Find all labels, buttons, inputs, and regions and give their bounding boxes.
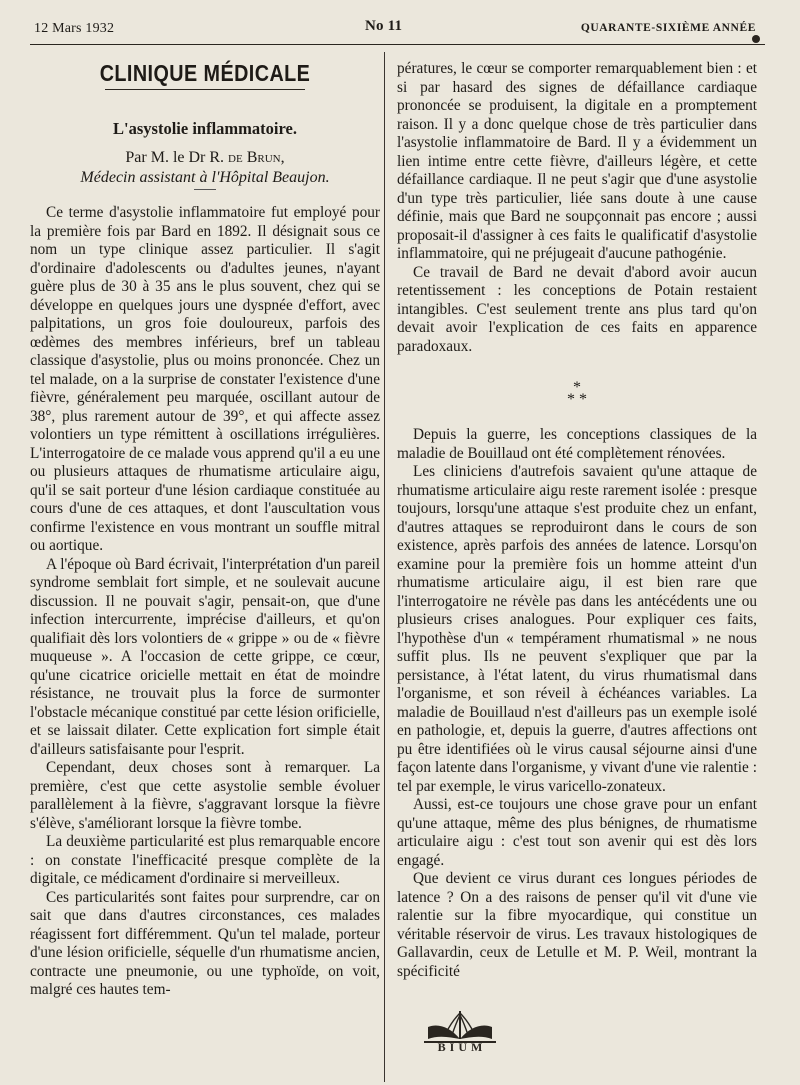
article-author [30,149,380,168]
asterism-bottom: * * [567,391,587,408]
issue-date: 12 Mars 1932 [34,21,115,36]
asterism-top: * [573,379,581,396]
paragraph: Cependant, deux choses sont à remarquer. La première, c'est que cette asystolie semble évoluer parallèlement à la fièvre, s'aggravant lorsque la fièvre s'élève, s'améliorant lorsque la fièvre tombe. [30,759,380,832]
asterism [397,379,757,408]
paragraph: Depuis la guerre, les conceptions classiques de la maladie de Bouillaud ont été complètement rénovées. [397,426,757,462]
author-affiliation: Médecin assistant à l'Hôpital Beaujon. [80,168,330,186]
left-column [30,56,380,1000]
paragraph: Que devient ce virus durant ces longues périodes de latence ? On a des raisons de penser qu'il vit d'une vie ralentie sur la fibre myocardique, qui constitue un véritable réservoir de virus. Les travaux histologiques de Gallavardin, ceux de Letulle et M. P. Weil, montrant la spécificité [397,870,757,980]
author-name: de Brun, [228,149,285,166]
header-rule [30,44,765,45]
paragraph: Ce travail de Bard ne devait d'abord avoir aucun retentissement : les conceptions de Potain restaient intangibles. C'est seulement trente ans plus tard qu'on devait avoir l'explication de ces faits en apparence paradoxaux. [397,263,757,355]
paragraph: Les cliniciens d'autrefois savaient qu'une attaque de rhumatisme articulaire aigu reste rarement isolée : presque toujours, lorsqu'une attaque s'est produite chez un enfant, d'autres attaques se reproduiront dans le cours de son existence, après parfois des années de latence. Lorsqu'on examine pour la première fois un homme atteint d'un rhumatisme articulaire aigu, il est bien rare que l'interrogatoire ne révèle pas dans les antécédents une ou plusieurs crises analogues. Pour expliquer ces faits, l'hypothèse d'un « tempérament rhumatismal » ne nous suffit plus. Ils ne peuvent s'expliquer que par la persistance, à l'état latent, du virus rhumatismal dans l'organisme, et son réveil à échéances variables. La maladie de Bouillaud n'est d'ailleurs pas un exemple isolé en pathologie, et, depuis la guerre, d'autres affections ont pu être identifiées où le virus causal séjourne ainsi d'une façon latente dans l'organisme, y vivant d'une vie ralentie : tel par exemple, le virus varicello-zonateux. [397,463,757,795]
paragraph: Ce terme d'asystolie inflammatoire fut employé pour la première fois par Bard en 1892. Il désignait sous ce nom un type clinique assez particulier. Il s'agit d'ordinaire d'adolescents ou d'adultes jeunes, n'ayant guère plus de 30 à 35 ans le plus souvent, chez qui se développe en quelques jours une dyspnée d'effort, avec palpitations, un gros foie douloureux, parfois des œdèmes des membres inférieurs, bref un tableau classique d'asystolie, plus ou moins prononcée. Chez un tel malade, on a la surprise de constater l'existence d'une fièvre, généralement peu marquée, oscillant autour de 38°, plus rarement autour de 39°, et qui affecte assez volontiers un type rémittent à oscillations irrégulières. L'interrogatoire de ce malade vous apprend qu'il a eu une ou plusieurs attaques de rhumatisme articulaire aigu, qu'il se sait porteur d'une lésion cardiaque constituée au cours d'une de ces attaques, et dont l'auscultation vous confirme l'existence en vous montrant un souffle mitral ou aortique. [30,204,380,554]
paragraph: La deuxième particularité est plus remarquable encore : on constate l'inefficacité presque complète de la digitale, ce médicament d'ordinaire si merveilleux. [30,833,380,887]
corner-dot [752,35,760,43]
section-title: CLINIQUE MÉDICALE [99,60,311,86]
volume-label: QUARANTE-SIXIÈME ANNÉE [580,22,756,34]
column-separator [384,52,385,1082]
article-title: L'asystolie inflammatoire. [113,118,297,138]
paragraph: pératures, le cœur se comporter remarquablement bien : et si par hasard des signes de défaillance cardiaque prononcée se produisent, la digitale en a promptement raison. Il y a donc quelque chose de très particulier dans l'asystolie inflammatoire de Bard. Il y a évidemment un lien intime entre cette fièvre, d'ailleurs légère, et cette défaillance cardiaque. Il ne peut s'agir que d'une asystolie d'un type très particulier, liée sans doute à une cause définie, mais que Bard ne soupçonnait pas encore ; aussi proposait-il d'assigner à ces faits le qualificatif d'asystolie inflammatoire, qui ne préjugeait d'aucune pathogénie. [397,60,757,262]
author-prefix: Par M. le Dr R. [125,149,229,166]
issue-number: No 11 [365,18,403,34]
byline-rule [194,189,216,190]
page-header [34,18,756,40]
right-column [397,60,757,981]
paragraph: A l'époque où Bard écrivait, l'interprétation d'un pareil syndrome semblait fort simple, et ne soulevait aucune discussion. Il ne pouvait s'agir, pensait-on, que d'une infection intercurrente, imprécise d'ailleurs, et qu'on qualifiait dès lors volontiers de « grippe » ou de « fièvre muqueuse ». A l'occasion de cette grippe, ce cœur, qu'une cicatrice oricielle mettait en état de moindre résistance, ne trouvait plus la force de surmonter l'obstacle mécanique constitué par cette lésion orificielle, et se laissait dilater. Cette explication fort simple était d'ailleurs satisfaisante pour l'esprit. [30,555,380,758]
section-title-rule [105,89,305,90]
paragraph: Aussi, est-ce toujours une chose grave pour un enfant qu'une attaque, même des plus bénignes, de rhumatisme articulaire aigu : c'est tout son avenir qui est dès lors engagé. [397,796,757,869]
logo-text: BIUM [437,1040,487,1054]
paragraph: Ces particularités sont faites pour surprendre, car on sait que dans d'autres circonstances, ces malades réagissent fort différemment. Qu'un tel malade, porteur d'une lésion orificielle, séquelle d'un rhumatisme ancien, contracte une pneumonie, ou une typhoïde, on voit, malgré ces hautes tem- [30,888,380,998]
